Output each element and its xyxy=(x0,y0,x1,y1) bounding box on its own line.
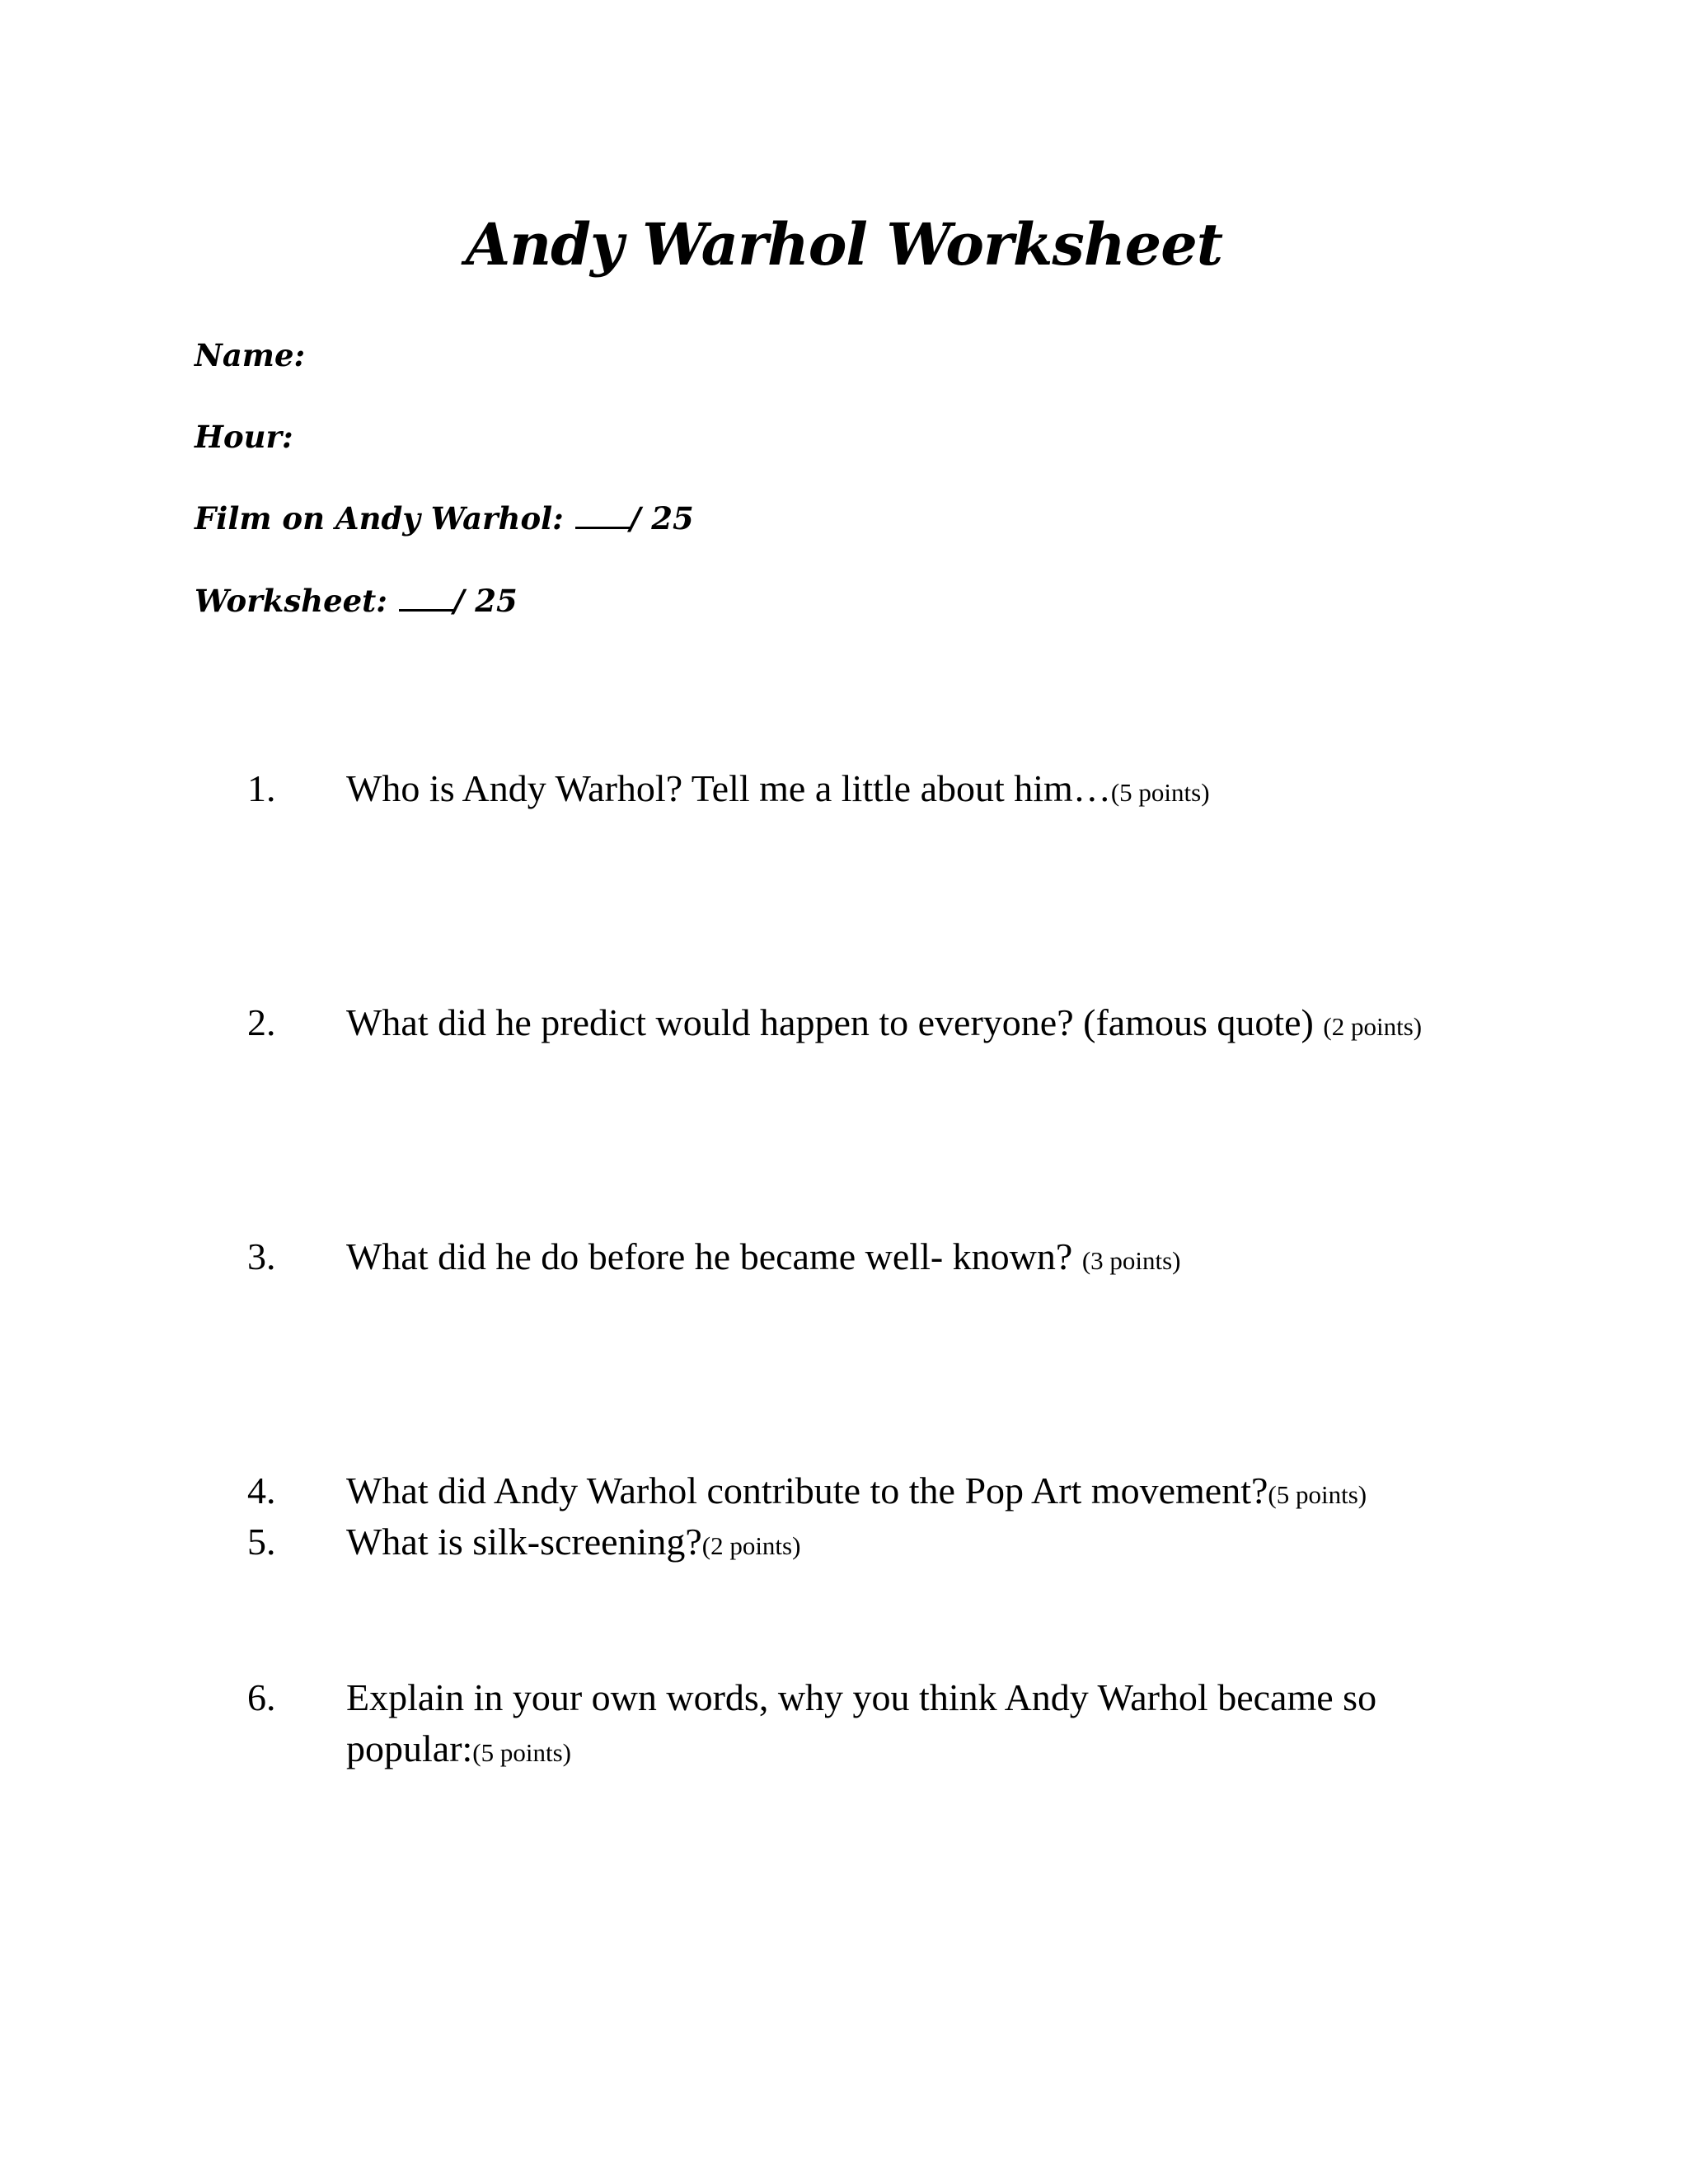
question-points: (5 points) xyxy=(1110,778,1210,807)
name-field xyxy=(195,336,305,374)
question-points: (5 points) xyxy=(1268,1480,1367,1509)
page-title: Andy Warhol Worksheet xyxy=(465,210,1223,279)
worksheet-label: Worksheet: xyxy=(195,583,387,619)
hour-field xyxy=(195,418,293,456)
question-text-wrap xyxy=(346,1231,1434,1286)
question-text: What did Andy Warhol contribute to the Pop Art movement? xyxy=(346,1469,1268,1511)
film-total: / 25 xyxy=(629,500,694,537)
question-text-wrap xyxy=(346,997,1434,1052)
question-points: (3 points) xyxy=(1081,1246,1181,1275)
question-number: 4. xyxy=(247,1469,276,1511)
question-text-wrap xyxy=(346,1672,1434,1779)
question-text-wrap xyxy=(346,1516,1434,1572)
question-points: (2 points) xyxy=(1323,1012,1423,1041)
question-number: 2. xyxy=(247,1001,276,1043)
worksheet-total: / 25 xyxy=(452,583,518,619)
worksheet-score-blank xyxy=(399,584,453,612)
question-number: 3. xyxy=(247,1235,276,1277)
film-label: Film on Andy Warhol: xyxy=(195,500,564,537)
question-number: 6. xyxy=(247,1676,276,1718)
film-score-blank xyxy=(575,502,630,529)
name-label: Name: xyxy=(195,337,306,373)
question-text: What did he predict would happen to everyone? (famous quote) xyxy=(346,1001,1324,1043)
question-text-wrap xyxy=(346,1465,1434,1521)
question-text: Explain in your own words, why you think Andy Warhol became so popular: xyxy=(346,1676,1377,1769)
question-text: Who is Andy Warhol? Tell me a little about him… xyxy=(346,767,1111,809)
film-score-field xyxy=(195,499,694,537)
question-text: What did he do before he became well- known? xyxy=(346,1235,1082,1277)
worksheet-score-field xyxy=(195,582,518,620)
question-points: (5 points) xyxy=(472,1738,571,1767)
hour-label: Hour: xyxy=(195,419,293,455)
question-points: (2 points) xyxy=(701,1531,801,1560)
question-text: What is silk-screening? xyxy=(346,1521,702,1563)
question-text-wrap xyxy=(346,763,1434,818)
question-number: 1. xyxy=(247,767,276,809)
question-number: 5. xyxy=(247,1521,276,1563)
